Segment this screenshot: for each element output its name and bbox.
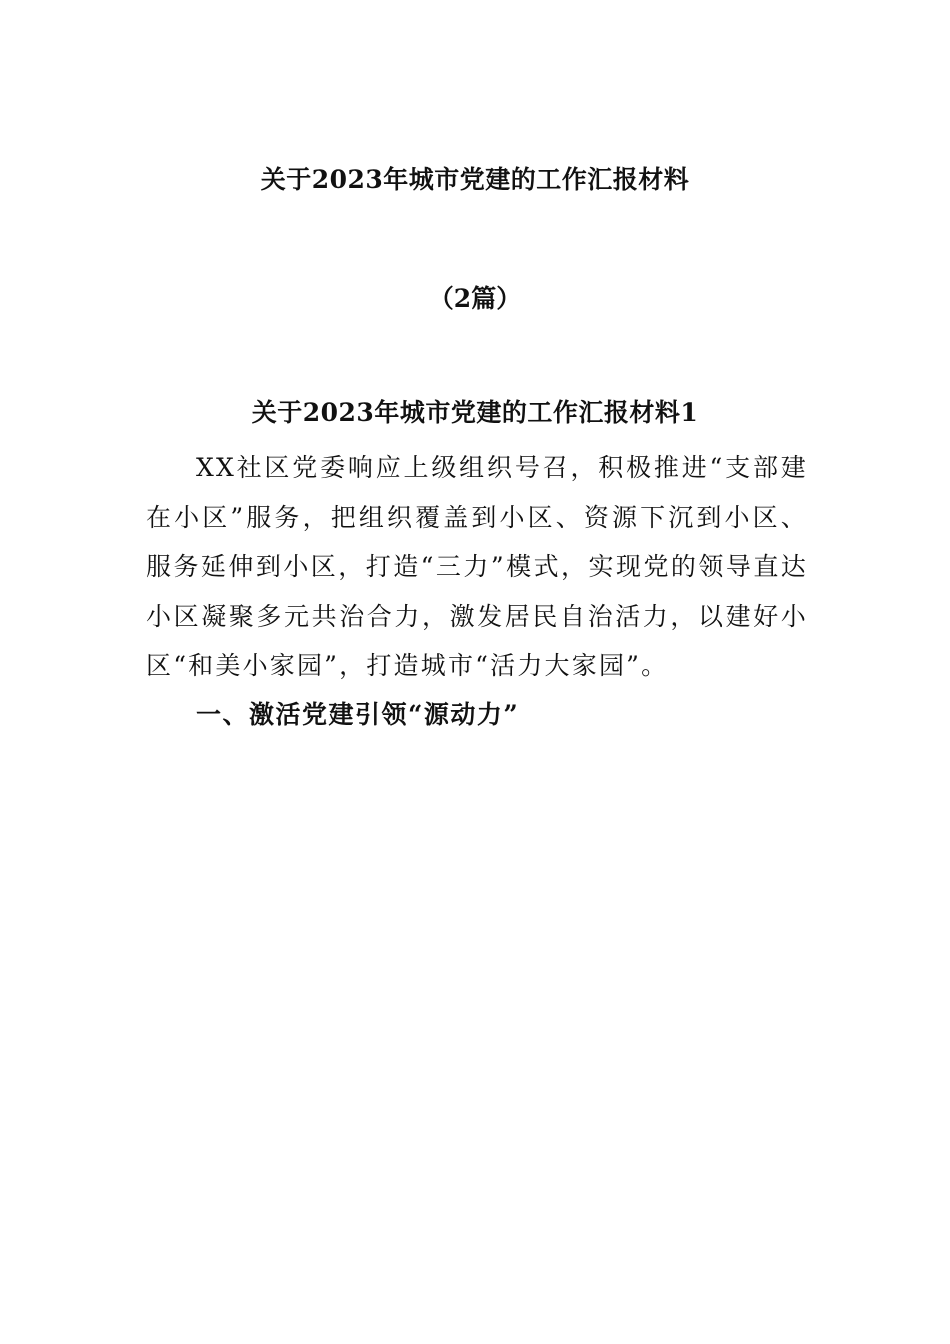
document-title: 关于2023年城市党建的工作汇报材料 [260,165,690,194]
document-subtitle: （2篇） [428,284,522,313]
section-heading: 一、激活党建引领“源动力” [196,700,520,729]
body-paragraph: XX社区党委响应上级组织号召，积极推进“支部建在小区”服务，把组织覆盖到小区、资源下沉到小区、服务延伸到小区，打造“三力”模式，实现党的领导直达小区凝聚多元共治合力，激发居民自治活力，以建好小区“和美小家园”，打造城市“活力大家园”。 [146,453,808,680]
section-title: 关于2023年城市党建的工作汇报材料1 [251,398,699,427]
